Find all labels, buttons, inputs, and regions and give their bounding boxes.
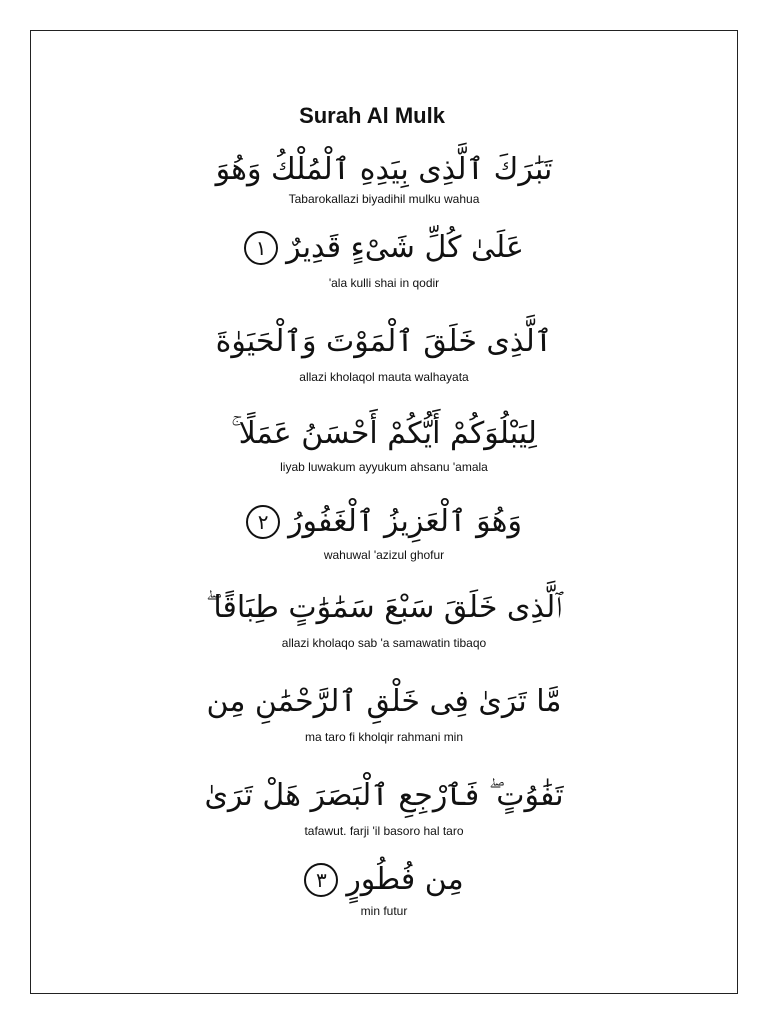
verse-arabic [0,860,768,900]
verse-arabic-text: تَفَٰوُتٍ ۖ فَٱرْجِعِ ٱلْبَصَرَ هَلْ تَرَىٰ [204,778,564,813]
verse-3 [0,322,768,384]
verse-arabic-text: عَلَىٰ كُلِّ شَىْءٍ قَدِيرٌ [286,230,524,265]
verse-7 [0,682,768,744]
verse-transliteration: tafawut. farji 'il basoro hal taro [304,824,464,838]
page-title: Surah Al Mulk [299,103,445,128]
verse-transliteration: Tabarokallazi biyadihil mulku wahua [288,192,480,206]
verse-transliteration: wahuwal 'azizul ghofur [323,548,445,562]
verse-transliteration: 'ala kulli shai in qodir [328,276,440,290]
verse-arabic [0,150,768,190]
verse-arabic-text: تَبَٰرَكَ ٱلَّذِى بِيَدِهِ ٱلْمُلْكُ وَهُوَ [215,152,553,187]
verse-arabic-text: لِيَبْلُوَكُمْ أَيُّكُمْ أَحْسَنُ عَمَلًا ۚ [231,416,537,451]
verse-arabic [0,322,768,362]
verse-transliteration: min futur [360,904,408,918]
verse-arabic [0,502,768,542]
ayah-number-marker: ١ [244,231,278,265]
verse-9 [0,860,768,918]
verse-arabic [0,414,768,454]
verse-arabic [0,588,768,628]
verse-transliteration: liyab luwakum ayyukum ahsanu 'amala [280,460,488,474]
verse-2 [0,228,768,290]
verse-arabic-text: مَّا تَرَىٰ فِى خَلْقِ ٱلرَّحْمَٰنِ مِن [206,684,562,719]
verse-transliteration: allazi kholaqo sab 'a samawatin tibaqo [281,636,487,650]
verse-4 [0,414,768,474]
ayah-number-marker: ٣ [304,863,338,897]
verse-6 [0,588,768,650]
verse-transliteration: ma taro fi kholqir rahmani min [304,730,464,744]
verse-5 [0,502,768,562]
ayah-number-marker: ٢ [246,505,280,539]
verse-8 [0,776,768,838]
verse-arabic-text: وَهُوَ ٱلْعَزِيزُ ٱلْغَفُورُ [288,504,522,539]
verse-arabic-text: ٱلَّذِى خَلَقَ ٱلْمَوْتَ وَٱلْحَيَوٰةَ [215,324,553,359]
verse-arabic-text: ٱلَّذِى خَلَقَ سَبْعَ سَمَٰوَٰتٍ طِبَاقًا ۖ [205,590,563,625]
verse-1 [0,150,768,206]
verse-arabic [0,228,768,268]
verse-transliteration: allazi kholaqol mauta walhayata [299,370,469,384]
verse-arabic-text: مِن فُطُورٍ [346,862,464,897]
verse-arabic [0,682,768,722]
verse-arabic [0,776,768,816]
